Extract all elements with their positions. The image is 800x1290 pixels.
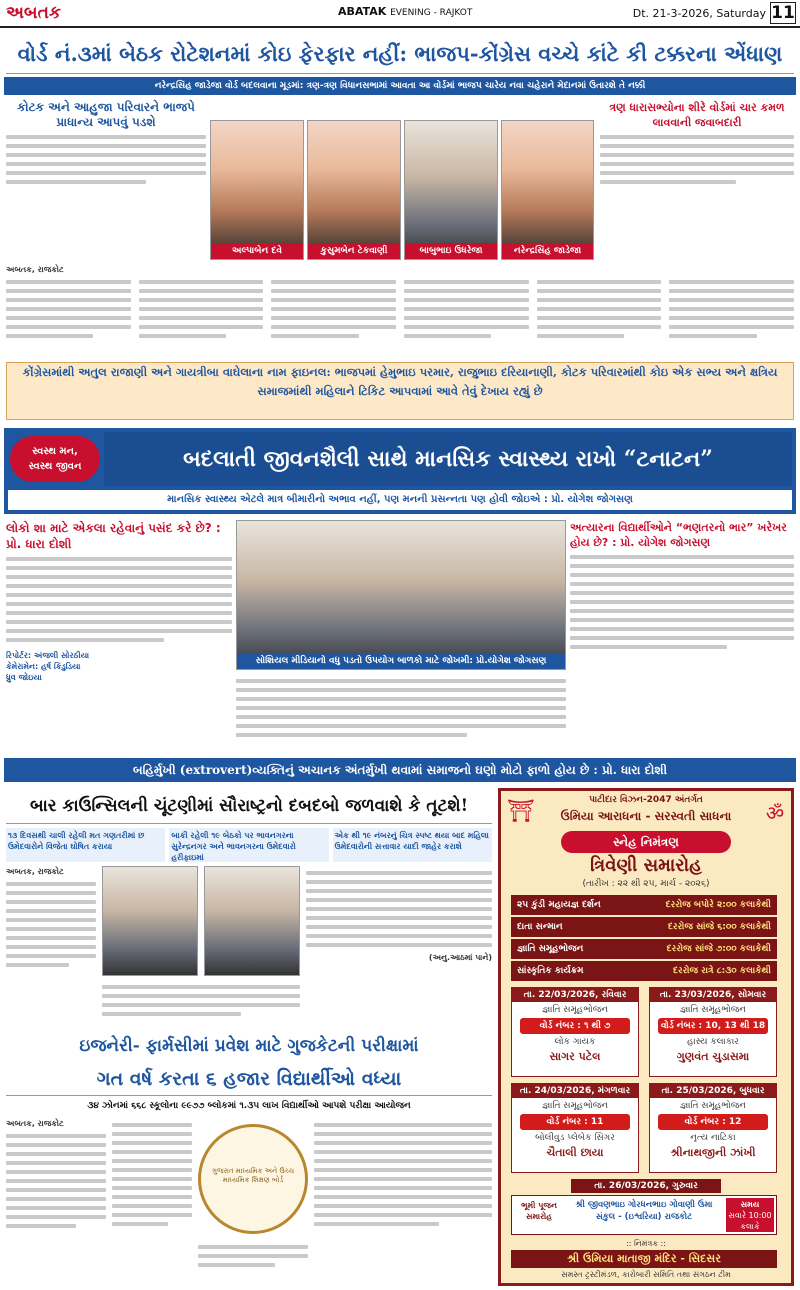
candidate-caption-3: બાબુભાઇ ઉધરેજા xyxy=(405,243,497,259)
day-ward-2: વોર્ડ નંબર : 10, 13 થી 18 xyxy=(658,1018,768,1034)
advocate-photo-1 xyxy=(102,866,198,976)
day-box-4 xyxy=(649,1083,777,1173)
story1-body xyxy=(6,264,794,360)
day-sub-4: નૃત્ય નાટિકા xyxy=(690,1133,736,1143)
day-ward-3: વોર્ડ નંબર : 11 xyxy=(520,1114,630,1130)
candidate-photo-2 xyxy=(307,120,401,260)
schedule-row-4 xyxy=(511,961,777,981)
day-event-1: જ્ઞાતિ સમૂહભોજન xyxy=(541,1005,608,1015)
story1-right-subhead: ત્રણ ધારાસભ્યોના શીરે વોર્ડમાં ચાર કમળ લાવવાની જવાબદારી xyxy=(609,101,785,129)
day-date-3: તા. 24/03/2026, મંગળવાર xyxy=(512,1084,638,1098)
schedule-label-3: જ્ઞાતિ સમૂહભોજન xyxy=(517,944,584,954)
ad-invite: સ્નેહ નિમંત્રણ xyxy=(561,831,731,853)
day-date-4: તા. 25/03/2026, બુધવાર xyxy=(650,1084,776,1098)
story2-header xyxy=(4,428,796,514)
story1-left-subhead: કોટક અને આહુજા પરિવારને ભાજપે પ્રાધાન્ય આપવું પડશે xyxy=(17,100,195,129)
schedule-row-1 xyxy=(511,895,777,915)
story2-left-subhead: લોકો શા માટે એકલા રહેવાનું પસંદ કરે છે? : પ્રો. ધારા દોશી xyxy=(6,521,221,551)
ad-host-label: :: નિમંત્રક :: xyxy=(626,1239,666,1248)
day-event-3: જ્ઞાતિ સમૂહભોજન xyxy=(541,1101,608,1111)
bhoomi-pujan-box xyxy=(511,1195,777,1235)
story3-deck-3: એક થી ૧૯ નંબરનું ચિત્ર સ્પષ્ટ થયા બાદ મહિલા ઉમેદવારોની સત્તાવાર યાદી જાહેર કરાશે xyxy=(333,828,492,862)
story2-right-subhead: અત્યારના વિદ્યાર્થીઓને “ભણતરનો ભાર” ખરેખર હોય છે? : પ્રો. યોગેશ જોગસણ xyxy=(570,521,787,549)
day-date-1: તા. 22/03/2026, રવિવાર xyxy=(512,988,638,1002)
bhoomi-pujan-time-label: સમય xyxy=(740,1200,760,1209)
ad-event: ત્રિવેણી સમારોહ xyxy=(590,855,702,876)
ad-event-dates: (તારીખ : ૨૨ થી ૨૫, માર્ચ - ૨૦૨૬) xyxy=(582,879,710,889)
schedule-time-4: દરરોજ રાત્રે ૮:૩૦ કલાકેથી xyxy=(672,966,771,976)
om-icon: ॐ xyxy=(765,801,785,825)
umiya-advertisement xyxy=(498,788,794,1286)
day-ward-4: વોર્ડ નંબર : 12 xyxy=(658,1114,768,1130)
paper-title: ABATAK xyxy=(338,5,387,18)
story2-headline: બદલાતી જીવનશૈલી સાથે માનસિક સ્વાસ્થ્ય રાખો “ટનાટન” xyxy=(104,432,792,486)
story4-dateline: અબતક, રાજકોટ xyxy=(6,1119,64,1128)
ad-top-line: પાટીદાર વિઝન-2047 અંતર્ગત xyxy=(589,795,703,805)
ad-host-sub: સમસ્ત ટ્રસ્ટીમંડળ, કારોબારી સમિતિ તથા સંગઠન ટીમ xyxy=(561,1270,731,1279)
story2-middle-body xyxy=(236,674,566,754)
story4-body xyxy=(6,1118,492,1284)
masthead xyxy=(0,0,800,28)
story3-dateline: અબતક, રાજકોટ xyxy=(6,867,64,876)
story4-headline-line2: ગત વર્ષ કરતા ૬ હજાર વિદ્યાર્થીઓ વધ્યા xyxy=(6,1062,492,1096)
day-event-4: જ્ઞાતિ સમૂહભોજન xyxy=(679,1101,746,1111)
story2-subheadline: માનસિક સ્વાસ્થ્ય એટલે માત્ર બીમારીનો અભાવ નહીં, પણ મનની પ્રસન્નતા પણ હોવી જોઇએ : પ્રો. યોગેશ જોગસણ xyxy=(8,490,792,510)
day-performer-3: ચૈતાલી છાયા xyxy=(546,1146,604,1159)
story3-headline: બાર કાઉન્સિલની ચૂંટણીમાં સૌરાષ્ટ્રનો દબદબો જળવાશે કે તૂટશે! xyxy=(6,788,492,824)
day-performer-1: સાગર પટેલ xyxy=(549,1050,601,1063)
story2-badge-line2: સ્વસ્થ જીવન xyxy=(28,461,82,472)
story3-deck-2: બાકી રહેલી ૧૯ બેઠકો પર ભાવનગરના સુરેન્દ્રનગર અને ભાવનગરના ઉમેદવારો હરીફાઇમાં xyxy=(169,828,328,862)
story2-badge-line1: સ્વસ્થ મન, xyxy=(32,446,78,457)
candidate-caption-1: અલ્પાબેન દવે xyxy=(211,243,303,259)
page-number: 11 xyxy=(771,3,795,23)
story1-bottom-banner: કોંગ્રેસમાંથી અતુલ રાજાણી અને ગાયત્રીબા વાઘેલાના નામ ફાઇનલ: ભાજપમાં હેમુભાઇ પરમાર, રાજુભાઇ દરિયાનાણી, કોટક પરિવારમાંથી કોઇ એક સભ્ય અને ક્ષત્રિય સમાજમાંથી મહિલાને ટિકિટ આપવામાં આવે તેવું દેખાય રહ્યું છે xyxy=(6,362,794,420)
day-date-2: તા. 23/03/2026, સોમવાર xyxy=(650,988,776,1002)
schedule-label-4: સાંસ્કૃતિક કાર્યક્રમ xyxy=(517,966,584,976)
day-sub-1: લોક ગાયક xyxy=(554,1037,596,1047)
candidate-caption-2: કુસુમબેન ટેકવાણી xyxy=(308,243,400,259)
story2-credit-reporter: રિપોર્ટર: અંજલી સોરઠીયા xyxy=(6,651,90,660)
advocate-photo-2 xyxy=(204,866,300,976)
story3-decks xyxy=(6,828,492,862)
story1-right-column xyxy=(600,100,794,260)
ad-host: શ્રી ઉમિયા માતાજી મંદિર - સિદસર xyxy=(511,1250,777,1268)
schedule-row-2 xyxy=(511,917,777,937)
day-box-3 xyxy=(511,1083,639,1173)
candidate-caption-4: નરેન્દ્રસિંહ જાડેજા xyxy=(502,243,593,259)
story3-body xyxy=(6,866,492,1026)
paper-edition: EVENING - RAJKOT xyxy=(390,8,473,18)
day-box-1 xyxy=(511,987,639,1077)
newspaper-logo: અબતક xyxy=(6,3,61,23)
candidate-photo-3 xyxy=(404,120,498,260)
story3-deck-1: ૧૩ દિવસથી ચાલી રહેલી મત ગણતરીમાં છ ઉમેદવારોને વિજેતા ઘોષિત કરાયા xyxy=(6,828,165,862)
story1-left-column xyxy=(6,100,206,260)
bhoomi-pujan-place: શ્રી જીવણભાઇ ગોરધનભાઇ ગોવાણી ઉમા સંકુલ - (ઇશ્વરિયા) રાજકોટ xyxy=(575,1200,713,1222)
schedule-time-3: દરરોજ સાંજે ૭:૦૦ કલાકેથી xyxy=(666,944,771,954)
story4-headline-line1: ઇજનેરી- ફાર્મસીમાં પ્રવેશ માટે ગુજકેટની પરીક્ષામાં xyxy=(79,1036,419,1056)
schedule-label-1: ૨૫ કુંડી મહાયજ્ઞ દર્શન xyxy=(517,900,601,910)
schedule-time-2: દરરોજ સાંજે ૬:૦૦ કલાકેથી xyxy=(667,922,771,932)
story1-photo-row xyxy=(210,120,594,260)
bhoomi-pujan-date: તા. 26/03/2026, ગુરુવાર xyxy=(571,1179,721,1193)
gseb-seal-text: ગુજરાત માધ્યમિક અને ઉચ્ચ માધ્યમિક શિક્ષણ બોર્ડ xyxy=(211,1167,295,1184)
story3-continued: (અનુ.આઠમાં પાને) xyxy=(428,953,492,962)
day-performer-4: શ્રીનાથજીની ઝાંખી xyxy=(670,1146,756,1159)
story2-badge xyxy=(10,436,100,482)
bhoomi-pujan-label: ભૂમી પૂજન સમારોહ xyxy=(521,1201,557,1221)
candidate-photo-1 xyxy=(210,120,304,260)
story1-subheadline: નરેન્દ્રસિંહ જાડેજા વોર્ડ બદલવાના મૂડમાં: ત્રણ-ત્રણ વિધાનસભામાં આવતા આ વોર્ડમાં ભાજપ ચારેય નવા ચહેરાને મેદાનમાં ઉતારશે તે નક્કી xyxy=(4,77,796,95)
story2-photo-caption: સોશિયલ મીડિયાનો વધુ પડતો ઉપયોગ બાળકો માટે જોખમી: પ્રો.યોગેશ જોગસણ xyxy=(237,653,565,669)
ad-title: ઉમિયા આરાધના - સરસ્વતી સાધના xyxy=(560,809,732,823)
issue-date: Dt. 21-3-2026, Saturday xyxy=(632,7,766,20)
day-event-2: જ્ઞાતિ સમૂહભોજન xyxy=(679,1005,746,1015)
bhoomi-pujan-time-box xyxy=(726,1198,774,1232)
bhoomi-pujan-time: સવારે 10:00 કલાકે xyxy=(728,1211,772,1231)
story1-headline: વોર્ડ નં.૩માં બેઠક રોટેશનમાં કોઇ ફેરફાર નહીં: ભાજપ-કોંગ્રેસ વચ્ચે કાંટે કી ટક્કરના એંધાણ xyxy=(6,34,794,74)
schedule-label-2: દાતા સન્માન xyxy=(517,922,563,932)
story4-deck: ૩૪ ઝોનમાં ૬૬૮ સ્કૂલોના ૯૯૭૭ બ્લોકમાં ૧.૩૫ લાખ વિદ્યાર્થીઓ આપશે પરીક્ષા આયોજન xyxy=(87,1101,411,1111)
story2-footer-banner: બહિર્મુખી (extrovert)વ્યક્તિનું અચાનક અંતર્મુખી થવામાં સમાજનો ઘણો મોટો ફાળો હોય છે : પ્રો. ધારા દોશી xyxy=(4,758,796,782)
day-sub-3: બોલીવુડ પ્લેબેક સિંગર xyxy=(535,1133,615,1143)
schedule-time-1: દરરોજ બપોરે ૨:૦૦ કલાકેથી xyxy=(665,900,771,910)
day-box-2 xyxy=(649,987,777,1077)
paper-name xyxy=(338,5,472,18)
schedule-row-3 xyxy=(511,939,777,959)
story2-interview-photo xyxy=(236,520,566,670)
candidate-photo-4 xyxy=(501,120,594,260)
temple-icon: ⛩ xyxy=(507,799,535,824)
gseb-seal xyxy=(198,1124,308,1234)
story2-credit-camera: કેમેરામેન: હર્ષ કિંડુડિયા xyxy=(6,662,81,671)
story2-credit-editor: ધ્રુવ જોઇયા xyxy=(6,673,42,682)
story1-dateline: અબતક, રાજકોટ xyxy=(6,265,64,274)
day-ward-1: વોર્ડ નંબર : ૧ થી ૭ xyxy=(520,1018,630,1034)
story2-left-column xyxy=(6,520,232,752)
story2-right-column xyxy=(570,520,794,752)
day-sub-2: હાસ્ય કલાકાર xyxy=(687,1037,739,1047)
day-performer-2: ગુણવંત ચુડાસમા xyxy=(676,1050,750,1063)
